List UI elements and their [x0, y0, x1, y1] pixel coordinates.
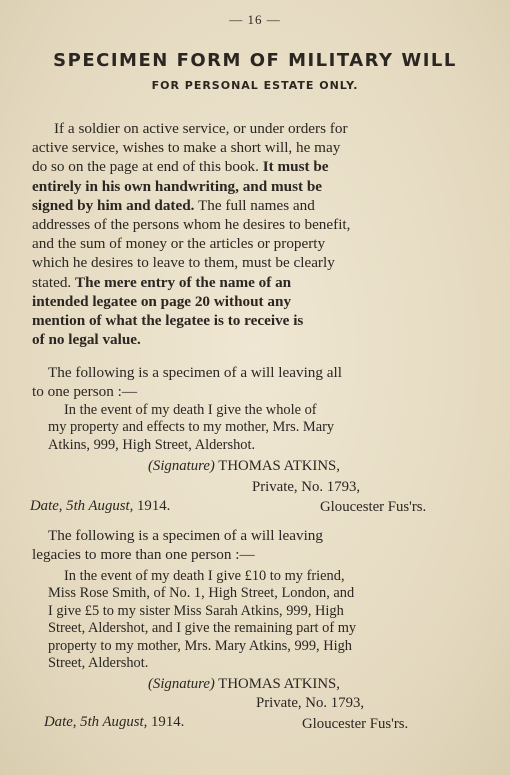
example2-will-line: In the event of my death I give £10 to my friend,	[64, 568, 345, 584]
page-title: SPECIMEN FORM OF MILITARY WILL	[53, 50, 457, 71]
example2-will-line: I give £5 to my sister Miss Sarah Atkins, 999, High	[48, 602, 344, 619]
example1-signature	[148, 458, 340, 475]
intro-line: and the sum of money or the articles or property	[32, 235, 326, 253]
example1-will-line: In the event of my death I give the whole of	[64, 402, 317, 418]
intro-line: which he desires to leave to them, must be clearly	[32, 254, 335, 272]
intro-emphasis: signed by him and dated.	[32, 196, 195, 214]
page-number: — 16 —	[229, 12, 281, 27]
example2-regiment: Gloucester Fus'rs.	[302, 716, 409, 732]
example2-will-line: Street, Aldershot.	[48, 655, 149, 672]
intro-line: If a soldier on active service, or under orders for	[54, 120, 348, 137]
date-label: Date,	[44, 714, 77, 730]
date-label: Date,	[30, 498, 63, 514]
intro-line: active service, wishes to make a short will, he may	[32, 139, 341, 157]
intro-emphasis: intended legatee on page 20 without any	[32, 292, 292, 310]
example1-regiment: Gloucester Fus'rs.	[320, 499, 427, 515]
intro-line: do so on the page at end of this book.	[32, 158, 259, 176]
date-year: 1914.	[137, 498, 171, 514]
date-year: 1914.	[151, 714, 185, 730]
example1-will-text	[48, 402, 460, 454]
intro-line: addresses of the persons whom he desires to benefit,	[32, 216, 351, 234]
intro-emphasis: entirely in his own handwriting, and must be	[32, 177, 323, 195]
example2-will-line: Street, Aldershot, and I give the remaining part of my	[48, 620, 357, 637]
example1-will-line: Atkins, 999, High Street, Aldershot.	[48, 436, 256, 453]
signature-name: THOMAS ATKINS,	[218, 676, 340, 692]
example1-lead-line: The following is a specimen of a will leaving all	[48, 364, 342, 381]
intro-emphasis: mention of what the legatee is to receive is	[32, 312, 304, 330]
example2-signature	[148, 676, 340, 693]
intro-emphasis: It must be	[262, 158, 329, 176]
example2-date	[44, 714, 184, 731]
signature-label: (Signature)	[148, 676, 215, 692]
example1-lead	[32, 363, 464, 402]
example2-will-text	[48, 568, 460, 672]
example1-lead-line: to one person :—	[32, 383, 138, 401]
example2-will-line: Miss Rose Smith, of No. 1, High Street, London, and	[48, 585, 355, 602]
example2-lead-line: The following is a specimen of a will leaving	[48, 527, 323, 544]
example2-lead-line: legacies to more than one person :—	[32, 546, 255, 564]
intro-emphasis: of no legal value.	[32, 331, 141, 349]
intro-emphasis: The mere entry of the name of an	[75, 273, 292, 291]
signature-name: THOMAS ATKINS,	[218, 458, 340, 474]
intro-line: The full names and	[198, 196, 315, 214]
example1-will-line: my property and effects to my mother, Mrs. Mary	[48, 419, 335, 436]
signature-label: (Signature)	[148, 458, 215, 474]
example2-will-line: property to my mother, Mrs. Mary Atkins, 999, High	[48, 637, 353, 654]
example2-rank: Private, No. 1793,	[256, 695, 365, 711]
page-subtitle: FOR PERSONAL ESTATE ONLY.	[151, 79, 359, 92]
intro-line: stated.	[32, 273, 72, 291]
intro-paragraph	[32, 119, 464, 349]
date-value: 5th August,	[80, 714, 148, 730]
example1-rank: Private, No. 1793,	[252, 479, 361, 495]
date-value: 5th August,	[66, 498, 134, 514]
example2-lead	[32, 526, 464, 565]
example1-date	[30, 498, 170, 515]
